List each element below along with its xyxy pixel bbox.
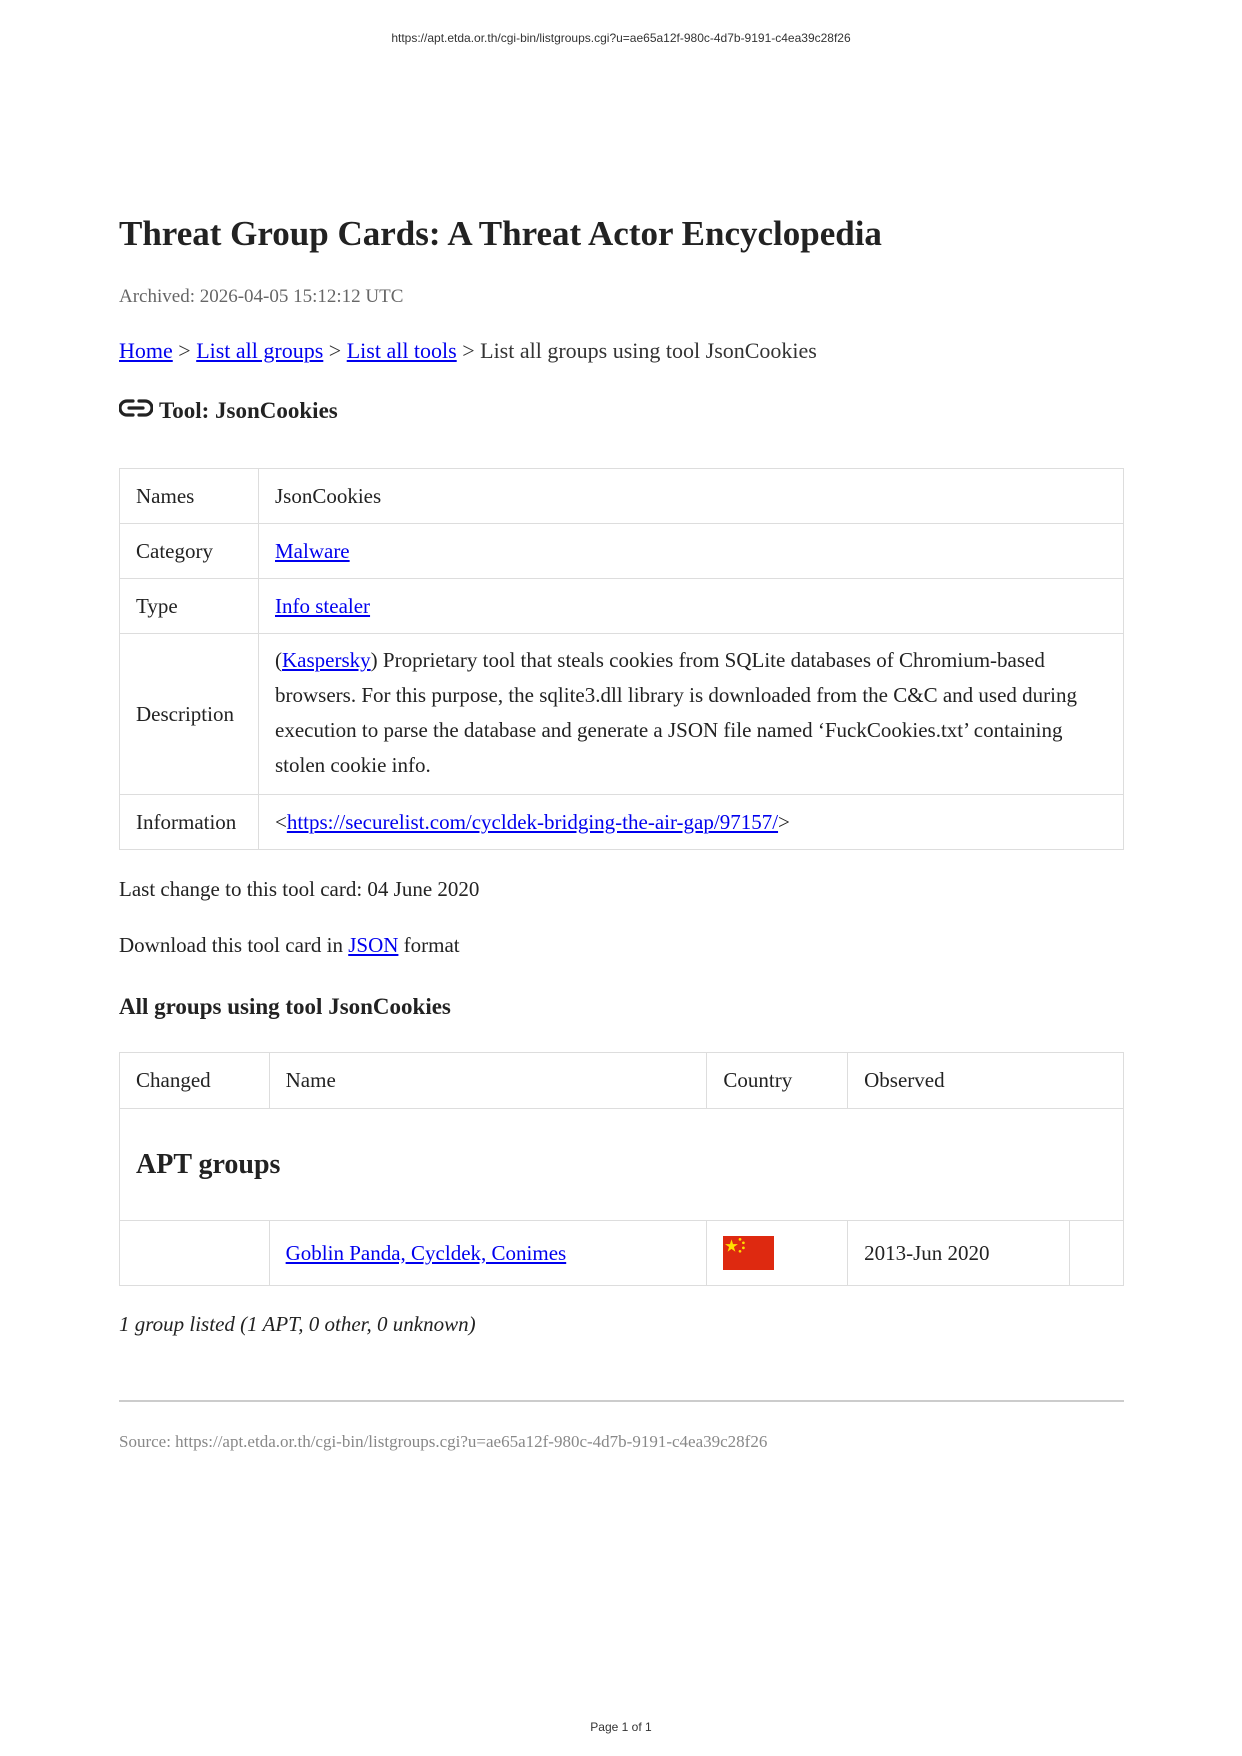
groups-heading: All groups using tool JsonCookies [119, 994, 451, 1019]
download-prefix: Download this tool card in [119, 933, 349, 957]
download-line [119, 933, 460, 958]
category-cell [259, 524, 1124, 579]
breadcrumb-separator: > [172, 338, 197, 363]
names-label: Names [120, 469, 259, 524]
category-label: Category [120, 524, 259, 579]
description-cell [259, 634, 1124, 795]
type-label: Type [120, 579, 259, 634]
type-link[interactable]: Info stealer [275, 593, 371, 618]
header-country: Country [707, 1053, 848, 1109]
section-row [120, 1109, 1124, 1221]
table-row [120, 1221, 1124, 1286]
information-close: > [778, 809, 790, 834]
breadcrumb-current: > List all groups using tool JsonCookies [456, 338, 817, 363]
breadcrumb-list-groups-link[interactable]: List all groups [196, 338, 324, 363]
group-name-cell [269, 1221, 707, 1286]
information-label: Information [120, 795, 259, 850]
table-row [120, 469, 1124, 524]
tool-heading [119, 398, 338, 424]
header-observed: Observed [848, 1053, 1124, 1109]
information-open: < [275, 809, 287, 834]
archived-timestamp: Archived: 2026-04-05 15:12:12 UTC [119, 286, 404, 307]
table-row [120, 524, 1124, 579]
country-cell [707, 1221, 848, 1286]
category-link[interactable]: Malware [275, 538, 350, 563]
names-value: JsonCookies [259, 469, 1124, 524]
link-icon [119, 398, 153, 418]
breadcrumb-separator: > [323, 338, 347, 363]
breadcrumb-home-link[interactable]: Home [119, 338, 173, 363]
table-row [120, 579, 1124, 634]
china-flag-icon [723, 1236, 774, 1270]
breadcrumb [119, 338, 817, 364]
table-row [120, 795, 1124, 850]
kaspersky-link[interactable]: Kaspersky [282, 648, 371, 672]
page-footer: Page 1 of 1 [590, 1720, 652, 1734]
description-paren: ( [275, 648, 282, 672]
divider [119, 1400, 1124, 1402]
empty-cell [1070, 1221, 1124, 1286]
description-label: Description [120, 634, 259, 795]
breadcrumb-list-tools-link[interactable]: List all tools [346, 338, 457, 363]
page-title: Threat Group Cards: A Threat Actor Encyclopedia [119, 214, 882, 253]
source-text: Source: https://apt.etda.or.th/cgi-bin/listgroups.cgi?u=ae65a12f-980c-4d7b-9191-c4ea39c28f26 [119, 1432, 768, 1451]
table-row [120, 634, 1124, 795]
last-change-text: Last change to this tool card: 04 June 2020 [119, 877, 480, 901]
securelist-link[interactable]: https://securelist.com/cycldek-bridging-the-air-gap/97157/ [286, 809, 779, 834]
group-name-link[interactable]: Goblin Panda, Cycldek, Conimes [285, 1240, 567, 1265]
description-text: ) Proprietary tool that steals cookies from SQLite databases of Chromium-based browsers. For this purpose, the sqlite3.dll library is downloaded from the C&C and used during execution to parse the database and generate a JSON file named ‘FuckCookies.txt’ containing stolen cookie info. [275, 648, 1077, 777]
observed-cell: 2013-Jun 2020 [848, 1221, 1070, 1286]
tool-card-table [119, 468, 1124, 850]
header-changed: Changed [120, 1053, 270, 1109]
groups-summary: 1 group listed (1 APT, 0 other, 0 unknown) [119, 1312, 476, 1336]
page-header-url: https://apt.etda.or.th/cgi-bin/listgroups.cgi?u=ae65a12f-980c-4d7b-9191-c4ea39c28f26 [391, 31, 851, 45]
groups-table [119, 1052, 1124, 1286]
header-name: Name [269, 1053, 707, 1109]
changed-cell [120, 1221, 270, 1286]
download-suffix: format [398, 933, 460, 957]
type-cell [259, 579, 1124, 634]
section-apt-groups: APT groups [120, 1109, 1124, 1221]
information-cell [259, 795, 1124, 850]
tool-heading-text: Tool: JsonCookies [159, 398, 338, 423]
table-header-row [120, 1053, 1124, 1109]
json-download-link[interactable]: JSON [348, 933, 399, 957]
